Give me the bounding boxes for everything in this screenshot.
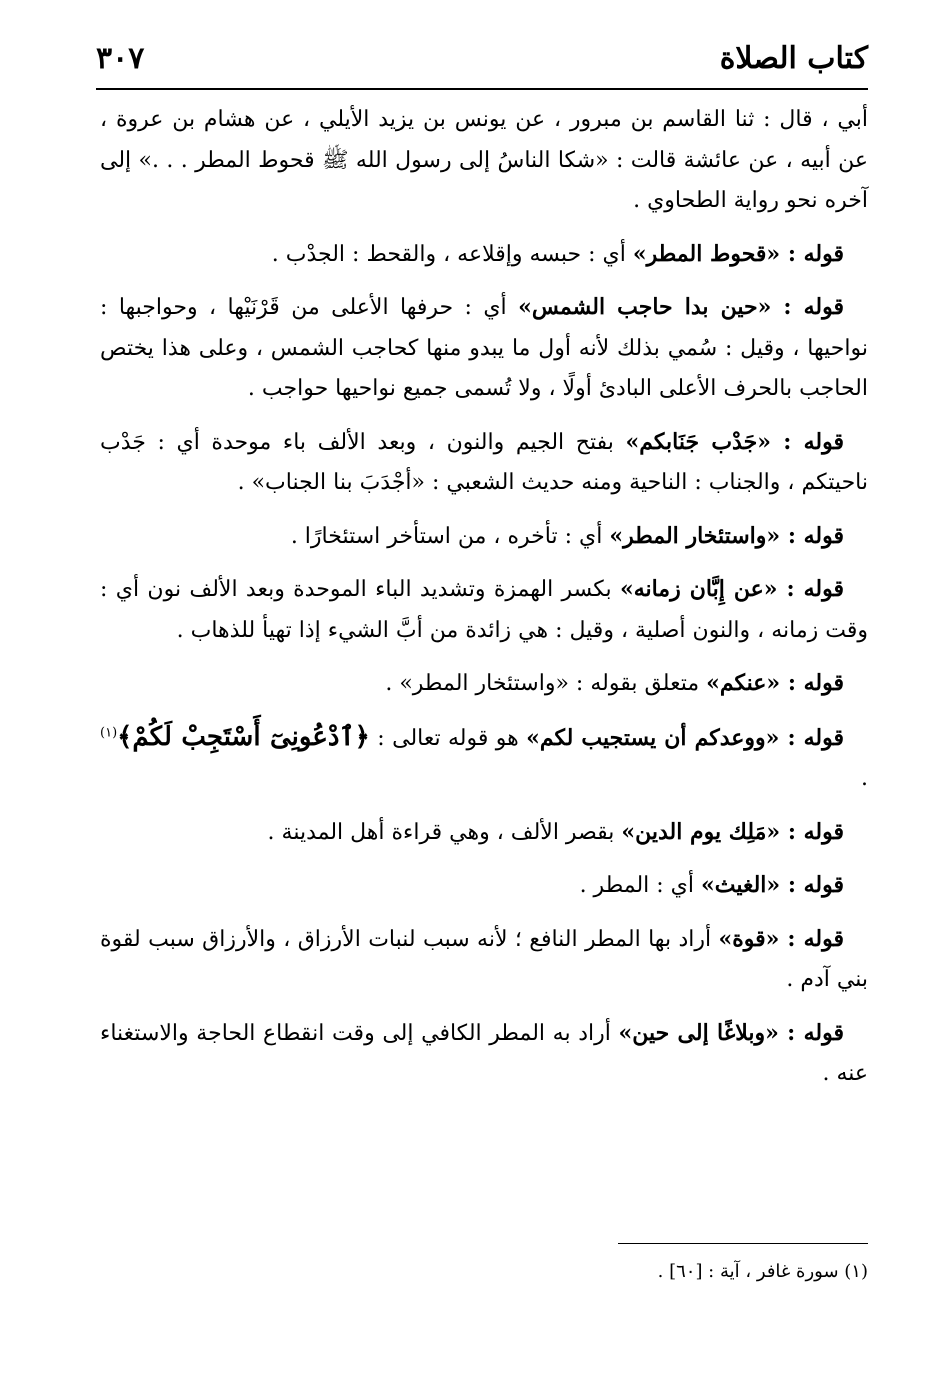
entry-quote: «عن إِبَّان زمانه» (619, 576, 778, 602)
entry-text: هو قوله تعالى : (369, 725, 527, 751)
entry-quote: «قوة» (718, 925, 780, 952)
entry-tail: . (861, 766, 868, 791)
commentary-entry (100, 516, 868, 558)
entry-text: بقصر الألف ، وهي قراءة أهل المدينة . (267, 819, 622, 845)
entry-lead: قوله : (771, 294, 844, 320)
entry-lead: قوله : (780, 872, 844, 898)
entry-quote: «جَدْب جَنَابكم» (625, 428, 771, 455)
entry-lead: قوله : (770, 428, 845, 455)
entry-lead: قوله : (777, 576, 844, 602)
entry-text: أراد بها المطر النافع ؛ لأنه سبب لنبات الأرزاق ، والأرزاق سبب لقوة بني آدم . (100, 926, 868, 992)
entry-quote: «عنكم» (706, 670, 781, 696)
running-title: كتاب الصلاة (719, 40, 868, 76)
entry-lead: قوله : (780, 670, 844, 696)
commentary-entry (100, 422, 868, 504)
commentary-entry (100, 1013, 868, 1095)
entry-quote: «وبلاغًا إلى حين» (618, 1019, 779, 1046)
entry-quote: «الغيث» (701, 872, 781, 898)
commentary-entry (100, 663, 868, 705)
entry-lead: قوله : (780, 240, 844, 267)
quran-verse: ﴿ٱدْعُونِىٓ أَسْتَجِبْ لَكُمْ﴾ (117, 721, 370, 752)
entry-text: أي : حبسه وإقلاعه ، والقحط : الجدْب . (271, 241, 633, 267)
entry-text: أي : تأخره ، من استأخر استئخارًا . (290, 523, 610, 549)
entry-lead: قوله : (779, 724, 844, 751)
entry-lead: قوله : (779, 925, 844, 952)
entry-lead: قوله : (780, 522, 844, 549)
paragraph-text: أبي ، قال : ثنا القاسم بن مبرور ، عن يونس بن يزيد الأيلي ، عن هشام بن عروة ، عن أبيه ، عن عائشة قالت : «شكا الناسُ إلى رسول الله ﷺ قحوط المطر . . .» إلى آخره نحو رواية الطحاوي . (100, 107, 868, 213)
commentary-entry (100, 717, 868, 800)
page-number: ٣٠٧ (96, 40, 145, 76)
entry-lead: قوله : (778, 1019, 844, 1046)
entry-text: بكسر الهمزة وتشديد الباء الموحدة وبعد الألف نون أي : وقت زمانه ، والنون أصلية ، وقيل : هي زائدة من أبَّ الشيء إذا تهيأ للذهاب . (100, 577, 868, 643)
page-header (96, 34, 868, 82)
entry-lead: قوله : (780, 818, 844, 845)
commentary-entry (100, 569, 868, 651)
commentary-entry (100, 865, 868, 907)
entry-text: متعلق بقوله : «واستئخار المطر» . (385, 671, 707, 696)
commentary-entry (100, 234, 868, 276)
entry-text: أراد به المطر الكافي إلى وقت انقطاع الحاجة والاستغناء عنه . (100, 1020, 868, 1086)
entry-quote: «مَلِك يوم الدين» (621, 818, 781, 845)
entry-text: أي : حرفها الأعلى من قَرْنَيْها ، وحواجبها : نواحيها ، وقيل : سُمي بذلك لأنه أول ما يبدو منها كحاجب الشمس ، وعلى هذا يختص الحاجب بالحرف الأعلى البادئ أولًا ، ولا تُسمى جميع نواحيها حواجب . (100, 295, 868, 401)
footnote-marker[interactable]: (١) (100, 725, 118, 741)
entry-text: أي : المطر . (579, 873, 701, 898)
footnote-rule (618, 1243, 868, 1244)
entry-text: بفتح الجيم والنون ، وبعد الألف باء موحدة أي : جَدْب ناحيتكم ، والجناب : الناحية ومنه حديث الشعبي : «أجْدَبَ بنا الجناب» . (100, 429, 868, 495)
entry-quote: «واستئخار المطر» (609, 522, 781, 549)
commentary-entry (100, 287, 868, 410)
entry-quote: «قحوط المطر» (632, 240, 781, 267)
entry-quote: «حين بدا حاجب الشمس» (518, 294, 772, 320)
commentary-entry (100, 919, 868, 1001)
commentary-entry (100, 812, 868, 854)
page-body (100, 100, 868, 1107)
footnote: (١) سورة غافر ، آية : [٦٠] . (657, 1261, 868, 1282)
paragraph-continuation (100, 100, 868, 222)
header-rule (96, 88, 868, 90)
entry-quote: «ووعدكم أن يستجيب لكم» (526, 724, 780, 751)
